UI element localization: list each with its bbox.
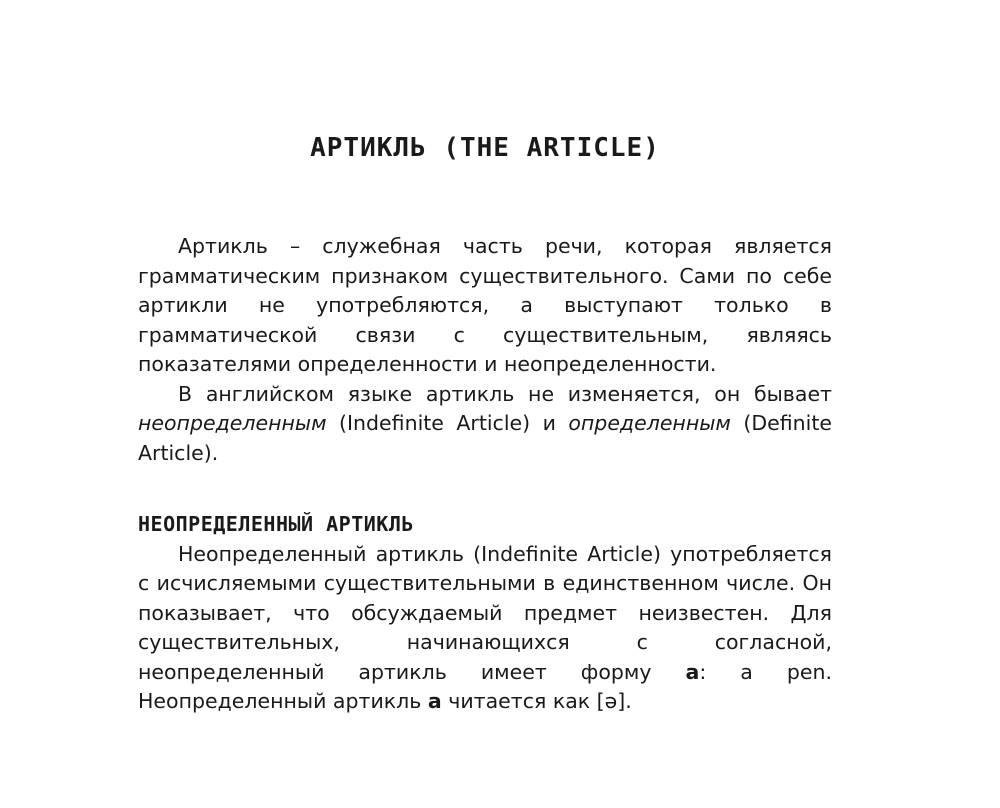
text-span: (Definite Article). (138, 411, 832, 465)
intro-paragraph-2 (138, 380, 832, 469)
section-paragraph (138, 540, 832, 717)
italic-term-definite: определенным (568, 411, 731, 435)
intro-paragraph-1: Артикль – служебная часть речи, которая является грамматическим признаком существительного. Сами по себе артикли не употребляются, а выступают только в грамматической связи с существительным, являясь показателями определенности и неопределенности. (138, 234, 832, 376)
section-heading: НЕОПРЕДЕЛЕННЫЙ АРТИКЛЬ (138, 512, 414, 536)
text-span: : a pen. Неопределенный артикль (138, 659, 832, 713)
bold-article-a: a (685, 659, 700, 684)
page-title: АРТИКЛЬ (THE ARTICLE) (310, 133, 660, 163)
text-span: В английском языке артикль не изменяется, он бывает (178, 381, 832, 406)
text-span: Неопределенный артикль (Indefinite Article) употребляется с исчисляемыми существительными в единственном числе. Он показывает, что обсуждаемый предмет неизвестен. Для существительных, начинающихся с согласной, неопределенный артикль имеет форму (138, 541, 832, 684)
text-span: (Indefinite Article) и (326, 411, 569, 435)
text-span: читается как [ə]. (441, 689, 632, 713)
document-page (138, 128, 832, 717)
bold-article-a: a (427, 689, 442, 713)
italic-term-indefinite: неопределенным (138, 411, 327, 435)
